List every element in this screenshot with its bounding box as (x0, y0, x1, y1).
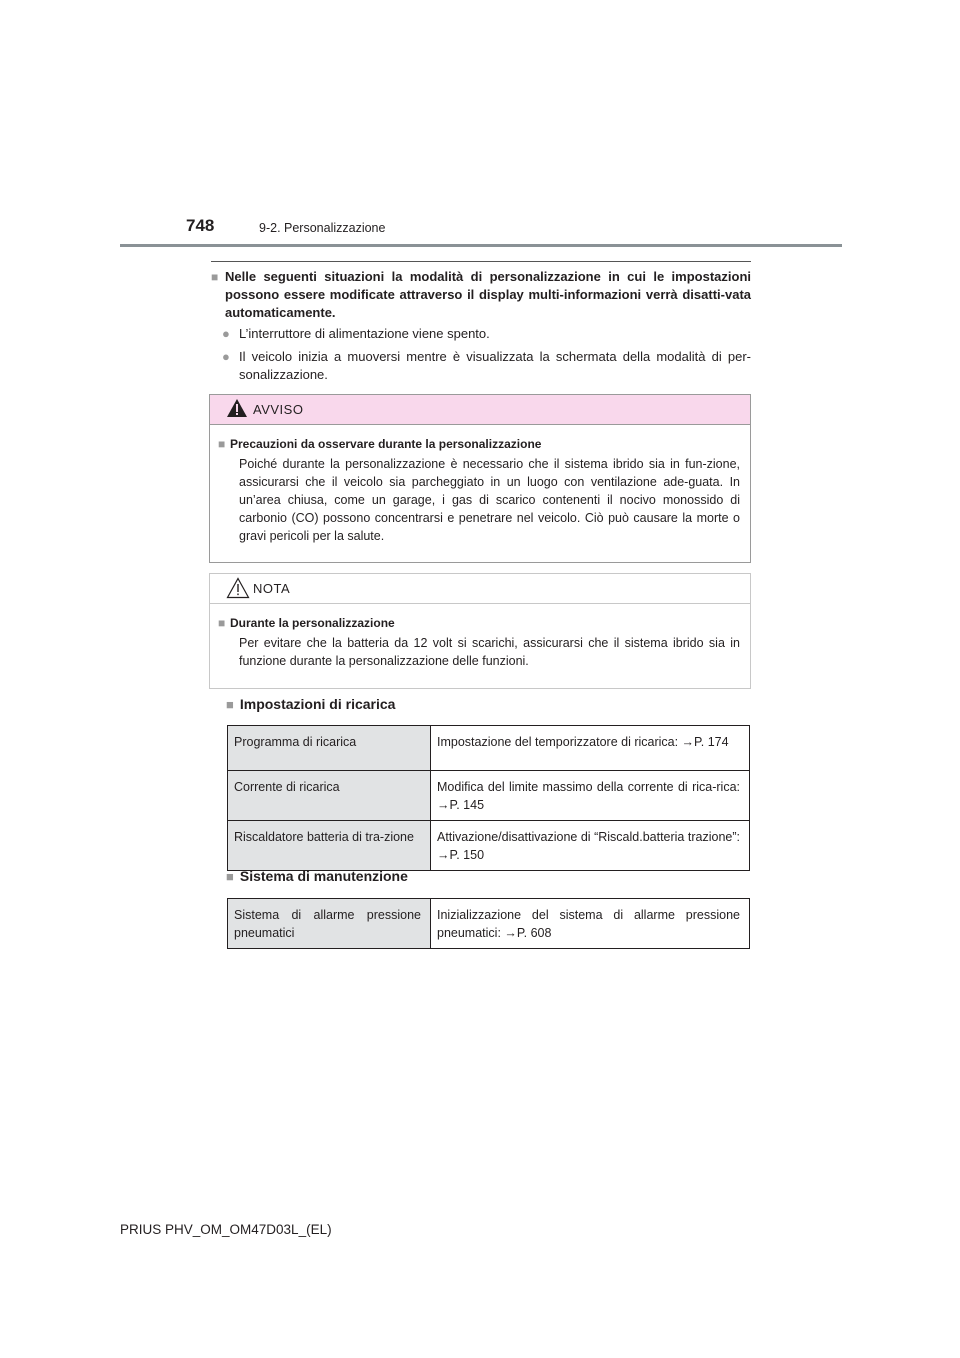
maintenance-heading-text: Sistema di manutenzione (239, 868, 408, 884)
warning-triangle-icon (226, 398, 248, 418)
notice-text: Per evitare che la batteria da 12 volt si scarichi, assicurarsi che il sistema ibrido sia in funzione durante la personalizzazione delle funzioni. (239, 636, 740, 668)
intro-bullet (222, 325, 751, 343)
square-bullet-icon: ■ (218, 437, 226, 451)
table-key-cell: Corrente di ricarica (228, 771, 431, 821)
charging-heading-text: Impostazioni di ricarica (239, 696, 396, 712)
page-number: 748 (186, 216, 215, 235)
table-key-cell: Sistema di allarme pressione pneumatici (228, 899, 431, 949)
square-bullet-icon: ■ (226, 869, 234, 884)
warning-box-body (210, 425, 750, 545)
intro-paragraph (211, 268, 751, 322)
notice-title-text: Durante la personalizzazione (230, 616, 395, 630)
square-bullet-icon: ■ (218, 616, 226, 630)
notice-box (209, 573, 751, 689)
square-bullet-icon: ■ (226, 697, 234, 712)
warning-title (218, 436, 740, 453)
content-rule (211, 261, 751, 262)
warning-box (209, 394, 751, 563)
warning-box-header (210, 395, 750, 425)
table-value-cell: Impostazione del temporizzatore di ricarica: →P. 174 (431, 726, 750, 771)
maintenance-table (227, 898, 750, 949)
notice-box-body (210, 604, 750, 670)
maintenance-heading (226, 868, 408, 884)
warning-text: Poiché durante la personalizzazione è necessario che il sistema ibrido sia in fun-zione, assicurarsi che il veicolo sia parcheggiato in un luogo con ventilazione ade-guata. In un’area chiusa, come un garage, i gas di scarico contenenti il nocivo monossido di carbonio (CO) possono concentrarsi e penetrare nel veicolo. Ciò può causare la morte o gravi pericoli per la salute. (239, 457, 740, 543)
table-row (228, 899, 750, 949)
charging-heading (226, 696, 395, 712)
table-value-cell: Attivazione/disattivazione di “Riscald.batteria trazione”: →P. 150 (431, 821, 750, 871)
circle-bullet-icon: ● (222, 326, 230, 341)
notice-title (218, 615, 740, 632)
header-rule (120, 244, 842, 247)
table-value-cell: Modifica del limite massimo della corrente di rica-rica: →P. 145 (431, 771, 750, 821)
warning-title-text: Precauzioni da osservare durante la personalizzazione (230, 437, 542, 451)
table-key-cell: Programma di ricarica (228, 726, 431, 771)
square-bullet-icon: ■ (211, 270, 219, 284)
notice-box-header (210, 574, 750, 604)
intro-bullet (222, 348, 751, 384)
footer-code: PRIUS PHV_OM_OM47D03L_(EL) (120, 1222, 332, 1237)
intro-heading: Nelle seguenti situazioni la modalità di personalizzazione in cui le impostazioni possono essere modificate attraverso il display multi-informazioni verrà disatti-vata automaticamente. (225, 269, 751, 320)
charging-table (227, 725, 750, 871)
intro-bullet-text: Il veicolo inizia a muoversi mentre è visualizzata la schermata della modalità di per-sonalizzazione. (239, 349, 751, 382)
table-row (228, 771, 750, 821)
caution-triangle-outline-icon (226, 577, 250, 599)
section-title: 9-2. Personalizzazione (259, 221, 386, 235)
table-key-cell: Riscaldatore batteria di tra-zione (228, 821, 431, 871)
intro-bullet-text: L’interruttore di alimentazione viene spento. (239, 326, 490, 341)
circle-bullet-icon: ● (222, 349, 230, 364)
warning-label: AVVISO (253, 402, 304, 417)
table-value-cell: Inizializzazione del sistema di allarme pressione pneumatici: →P. 608 (431, 899, 750, 949)
table-row (228, 726, 750, 771)
table-row (228, 821, 750, 871)
notice-label: NOTA (253, 581, 291, 596)
